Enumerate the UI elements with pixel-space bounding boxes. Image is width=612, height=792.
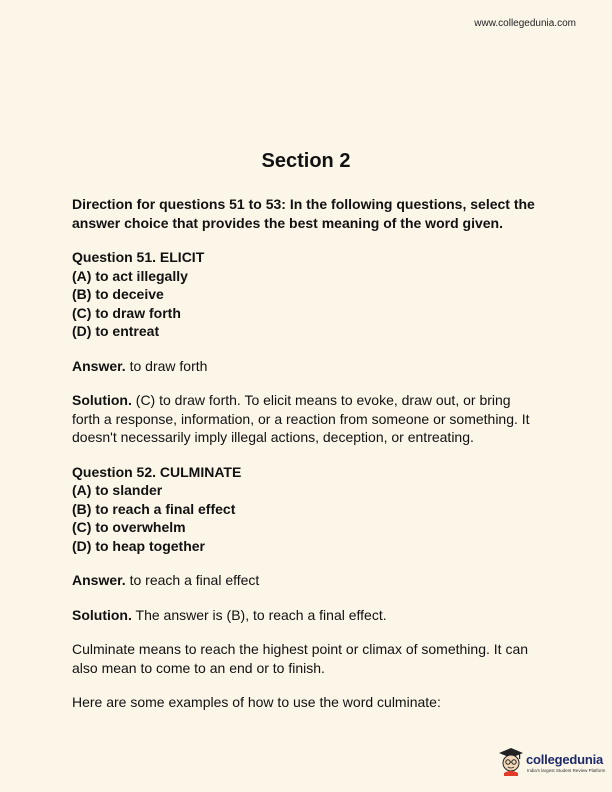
explanation-line: also mean to come to an end or to finish. bbox=[72, 659, 325, 676]
option-c: (C) to overwhelm bbox=[72, 519, 186, 535]
solution-line: doesn't necessarily imply illegal actions, deception, or entreating. bbox=[72, 429, 474, 445]
explanation-52 bbox=[72, 640, 542, 677]
examples-intro: Here are some examples of how to use the word culminate: bbox=[72, 694, 441, 710]
solution-label: Solution. bbox=[72, 392, 132, 408]
option-d: (D) to heap together bbox=[72, 537, 205, 554]
explanation-line: Culminate means to reach the highest point or climax of something. It can bbox=[72, 641, 529, 657]
question-51 bbox=[72, 248, 542, 341]
answer-label: Answer. bbox=[72, 357, 126, 374]
direction-line: Direction for questions 51 to 53: In the following questions, select the bbox=[72, 196, 535, 212]
answer-52 bbox=[72, 571, 542, 590]
option-a: (A) to slander bbox=[72, 482, 163, 498]
solution-label: Solution. bbox=[72, 606, 132, 623]
option-d: (D) to entreat bbox=[72, 323, 160, 339]
question-51-title: Question 51. ELICIT bbox=[72, 249, 205, 265]
direction-text bbox=[72, 195, 542, 232]
solution-52 bbox=[72, 606, 542, 625]
option-b: (B) to reach a final effect bbox=[72, 500, 236, 517]
collegedunia-logo bbox=[498, 746, 604, 782]
logo-tagline: India's largest Student Review Platform bbox=[527, 768, 606, 773]
document-content bbox=[72, 195, 542, 728]
answer-51 bbox=[72, 357, 542, 376]
solution-line: forth a response, information, or a reaction from someone or something. It bbox=[72, 410, 530, 427]
question-52-title: Question 52. CULMINATE bbox=[72, 463, 242, 480]
answer-text: to draw forth bbox=[125, 357, 208, 374]
logo-name: collegedunia bbox=[526, 752, 604, 767]
answer-label: Answer. bbox=[72, 572, 126, 588]
question-52 bbox=[72, 463, 542, 556]
solution-text: The answer is (B), to reach a final effect. bbox=[131, 606, 387, 623]
answer-text: to reach a final effect bbox=[125, 572, 260, 588]
header-url: www.collegedunia.com bbox=[474, 18, 576, 29]
option-c: (C) to draw forth bbox=[72, 304, 181, 321]
solution-line: (C) to draw forth. To elicit means to evoke, draw out, or bring bbox=[131, 392, 511, 408]
section-title: Section 2 bbox=[261, 150, 351, 172]
graduate-mascot-icon bbox=[498, 746, 524, 776]
direction-line: answer choice that provides the best meaning of the word given. bbox=[72, 214, 503, 231]
option-a: (A) to act illegally bbox=[72, 267, 188, 284]
solution-51 bbox=[72, 391, 542, 447]
option-b: (B) to deceive bbox=[72, 286, 164, 302]
